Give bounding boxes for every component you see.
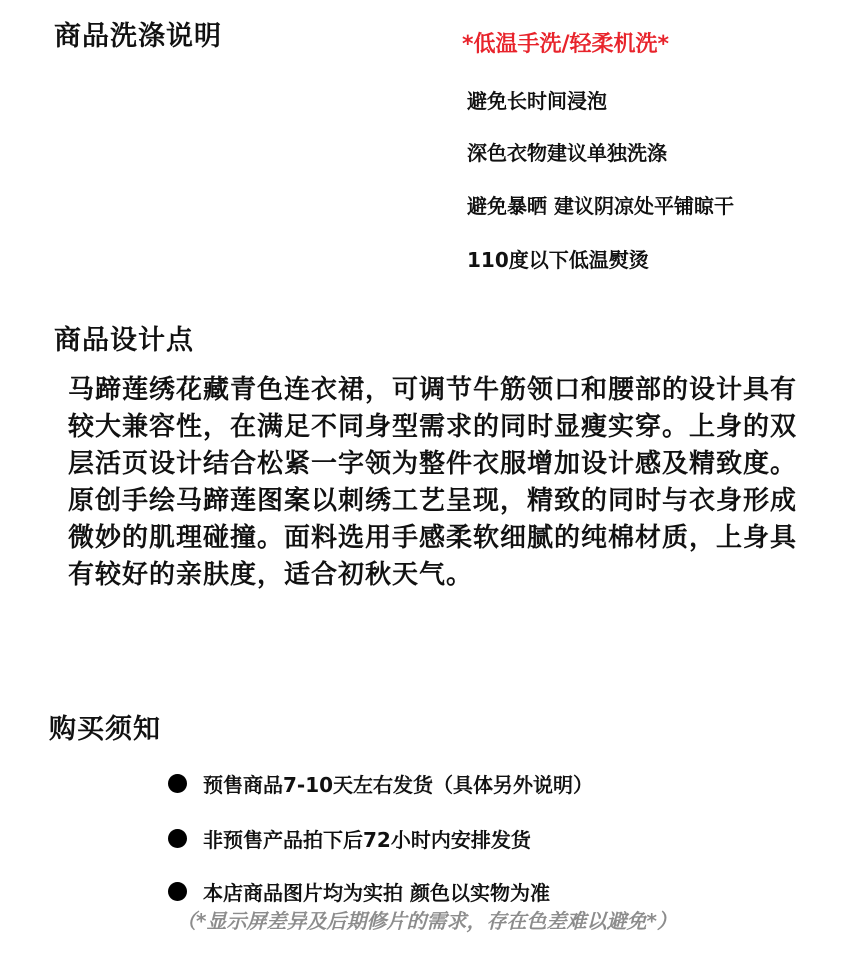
care-highlight: *低温手洗/轻柔机洗*: [462, 32, 670, 57]
notice-item: [168, 824, 531, 853]
design-description: 马蹄莲绣花藏青色连衣裙，可调节牛筋领口和腰部的设计具有较大兼容性，在满足不同身型需求的同时显瘦实穿。上身的双层活页设计结合松紧一字领为整件衣服增加设计感及精致度。原创手绘马蹄莲图案以刺绣工艺呈现，精致的同时与衣身形成微妙的肌理碰撞。面料选用手感柔软细腻的纯棉材质，上身具有较好的亲肤度，适合初秋天气。: [68, 375, 798, 590]
notice-item: [168, 769, 593, 798]
notice-title: 购买须知: [49, 714, 161, 745]
bullet-icon: [168, 774, 187, 793]
bullet-icon: [168, 882, 187, 901]
notice-item-text: 非预售产品拍下后72小时内安排发货: [203, 828, 531, 852]
care-item-drying: 避免暴晒 建议阴凉处平铺晾干: [467, 194, 734, 218]
design-title: 商品设计点: [54, 325, 194, 356]
notice-disclaimer: （*显示屏差异及后期修片的需求，存在色差难以避免*）: [176, 909, 677, 933]
care-item-dark-colors: 深色衣物建议单独洗涤: [467, 141, 667, 165]
bullet-icon: [168, 829, 187, 848]
notice-item-text: 本店商品图片均为实拍 颜色以实物为准: [203, 881, 550, 905]
care-item-soak: 避免长时间浸泡: [467, 89, 607, 113]
care-title: 商品洗涤说明: [54, 21, 222, 52]
notice-item: [168, 877, 550, 906]
notice-item-text: 预售商品7-10天左右发货（具体另外说明）: [203, 773, 594, 797]
care-item-ironing: 110度以下低温熨烫: [467, 248, 649, 272]
